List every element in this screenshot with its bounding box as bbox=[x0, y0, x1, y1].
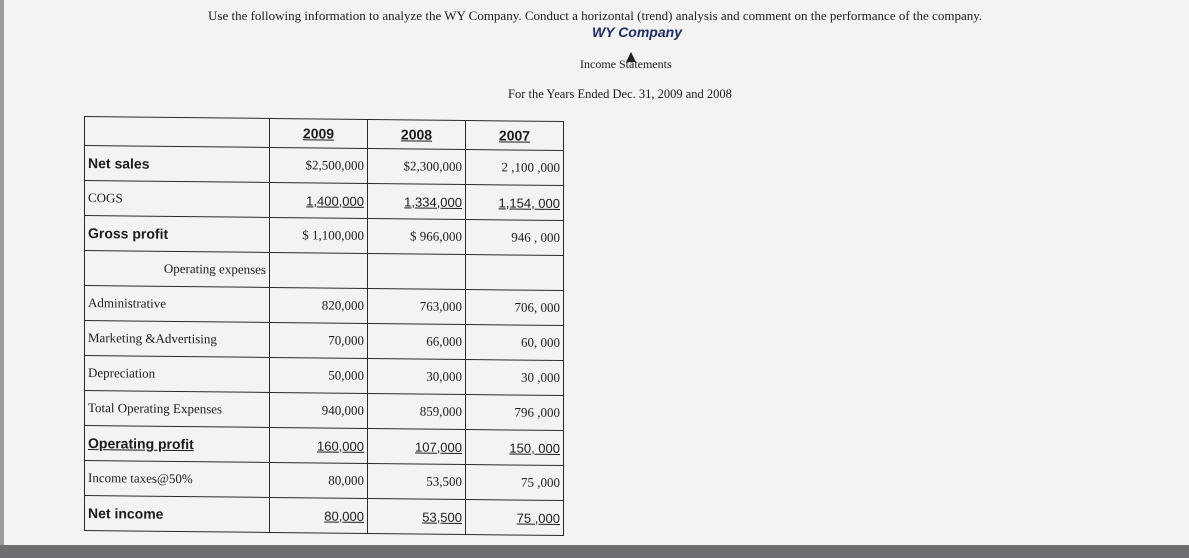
value-cell: 1,334,000 bbox=[368, 183, 466, 219]
row-label: Total Operating Expenses bbox=[85, 391, 270, 428]
value-cell: 946 , 000 bbox=[466, 219, 564, 255]
value-cell: 1,154, 000 bbox=[466, 184, 564, 220]
photo-bottom-edge bbox=[0, 545, 1189, 558]
value-cell: 940,000 bbox=[270, 392, 368, 428]
row-label: Depreciation bbox=[85, 356, 270, 393]
value-cell: 107,000 bbox=[368, 428, 466, 464]
value-cell: 30,000 bbox=[368, 358, 466, 394]
value-cell: 150, 000 bbox=[466, 429, 564, 465]
value-cell: 80,000 bbox=[270, 497, 368, 533]
table-row-total-operating-expenses bbox=[85, 391, 564, 431]
income-statement-table bbox=[84, 116, 564, 536]
company-name: WY Company bbox=[592, 24, 682, 40]
value-cell: 80,000 bbox=[270, 462, 368, 498]
table-row-depreciation bbox=[85, 356, 564, 396]
header-blank-cell bbox=[85, 117, 270, 148]
row-label: Net income bbox=[85, 496, 270, 533]
value-cell: $ 1,100,000 bbox=[270, 217, 368, 253]
value-cell: 53,500 bbox=[368, 498, 466, 534]
value-cell: $2,300,000 bbox=[368, 148, 466, 184]
table-row-income-taxes bbox=[85, 461, 564, 501]
value-cell: 30 ,000 bbox=[466, 359, 564, 395]
table-row-operating-profit bbox=[85, 426, 564, 466]
table-row-cogs bbox=[85, 181, 564, 221]
photo-left-edge bbox=[0, 0, 4, 558]
table-row-administrative bbox=[85, 286, 564, 326]
value-cell: 796 ,000 bbox=[466, 394, 564, 430]
row-label: Income taxes@50% bbox=[85, 461, 270, 498]
table-row-gross-profit bbox=[85, 216, 564, 256]
statement-period: For the Years Ended Dec. 31, 2009 and 2008 bbox=[508, 87, 732, 101]
row-label: Gross profit bbox=[85, 216, 270, 253]
value-cell: 70,000 bbox=[270, 322, 368, 358]
table-row-operating-expenses bbox=[85, 251, 564, 291]
value-cell: 160,000 bbox=[270, 427, 368, 463]
year-2009-header: 2009 bbox=[270, 118, 368, 148]
year-2008-header: 2008 bbox=[368, 119, 466, 149]
value-cell bbox=[368, 253, 466, 289]
row-label: Marketing &Advertising bbox=[85, 321, 270, 358]
table-row-marketing bbox=[85, 321, 564, 361]
value-cell: 75 ,000 bbox=[466, 464, 564, 500]
row-label: Operating profit bbox=[85, 426, 270, 463]
value-cell: 763,000 bbox=[368, 288, 466, 324]
value-cell: 53,500 bbox=[368, 463, 466, 499]
year-2007-header: 2007 bbox=[466, 120, 564, 150]
value-cell bbox=[466, 254, 564, 290]
row-label: Operating expenses bbox=[85, 251, 270, 288]
mouse-cursor-icon bbox=[626, 52, 636, 62]
value-cell: $2,500,000 bbox=[270, 147, 368, 183]
value-cell: $ 966,000 bbox=[368, 218, 466, 254]
value-cell: 706, 000 bbox=[466, 289, 564, 325]
value-cell: 50,000 bbox=[270, 357, 368, 393]
row-label: Administrative bbox=[85, 286, 270, 323]
value-cell: 75 ,000 bbox=[466, 499, 564, 535]
row-label: COGS bbox=[85, 181, 270, 218]
value-cell: 66,000 bbox=[368, 323, 466, 359]
value-cell: 1,400,000 bbox=[270, 182, 368, 218]
table-row-net-income bbox=[85, 496, 564, 536]
value-cell: 820,000 bbox=[270, 287, 368, 323]
instruction-text: Use the following information to analyze the WY Company. Conduct a horizontal (trend) analysis and comment on the performance of the company. bbox=[208, 8, 983, 23]
table-row-net-sales bbox=[85, 146, 564, 186]
value-cell bbox=[270, 252, 368, 288]
row-label: Net sales bbox=[85, 146, 270, 183]
value-cell: 859,000 bbox=[368, 393, 466, 429]
value-cell: 2 ,100 ,000 bbox=[466, 149, 564, 185]
statement-title: Income Statements bbox=[580, 57, 672, 71]
value-cell: 60, 000 bbox=[466, 324, 564, 360]
